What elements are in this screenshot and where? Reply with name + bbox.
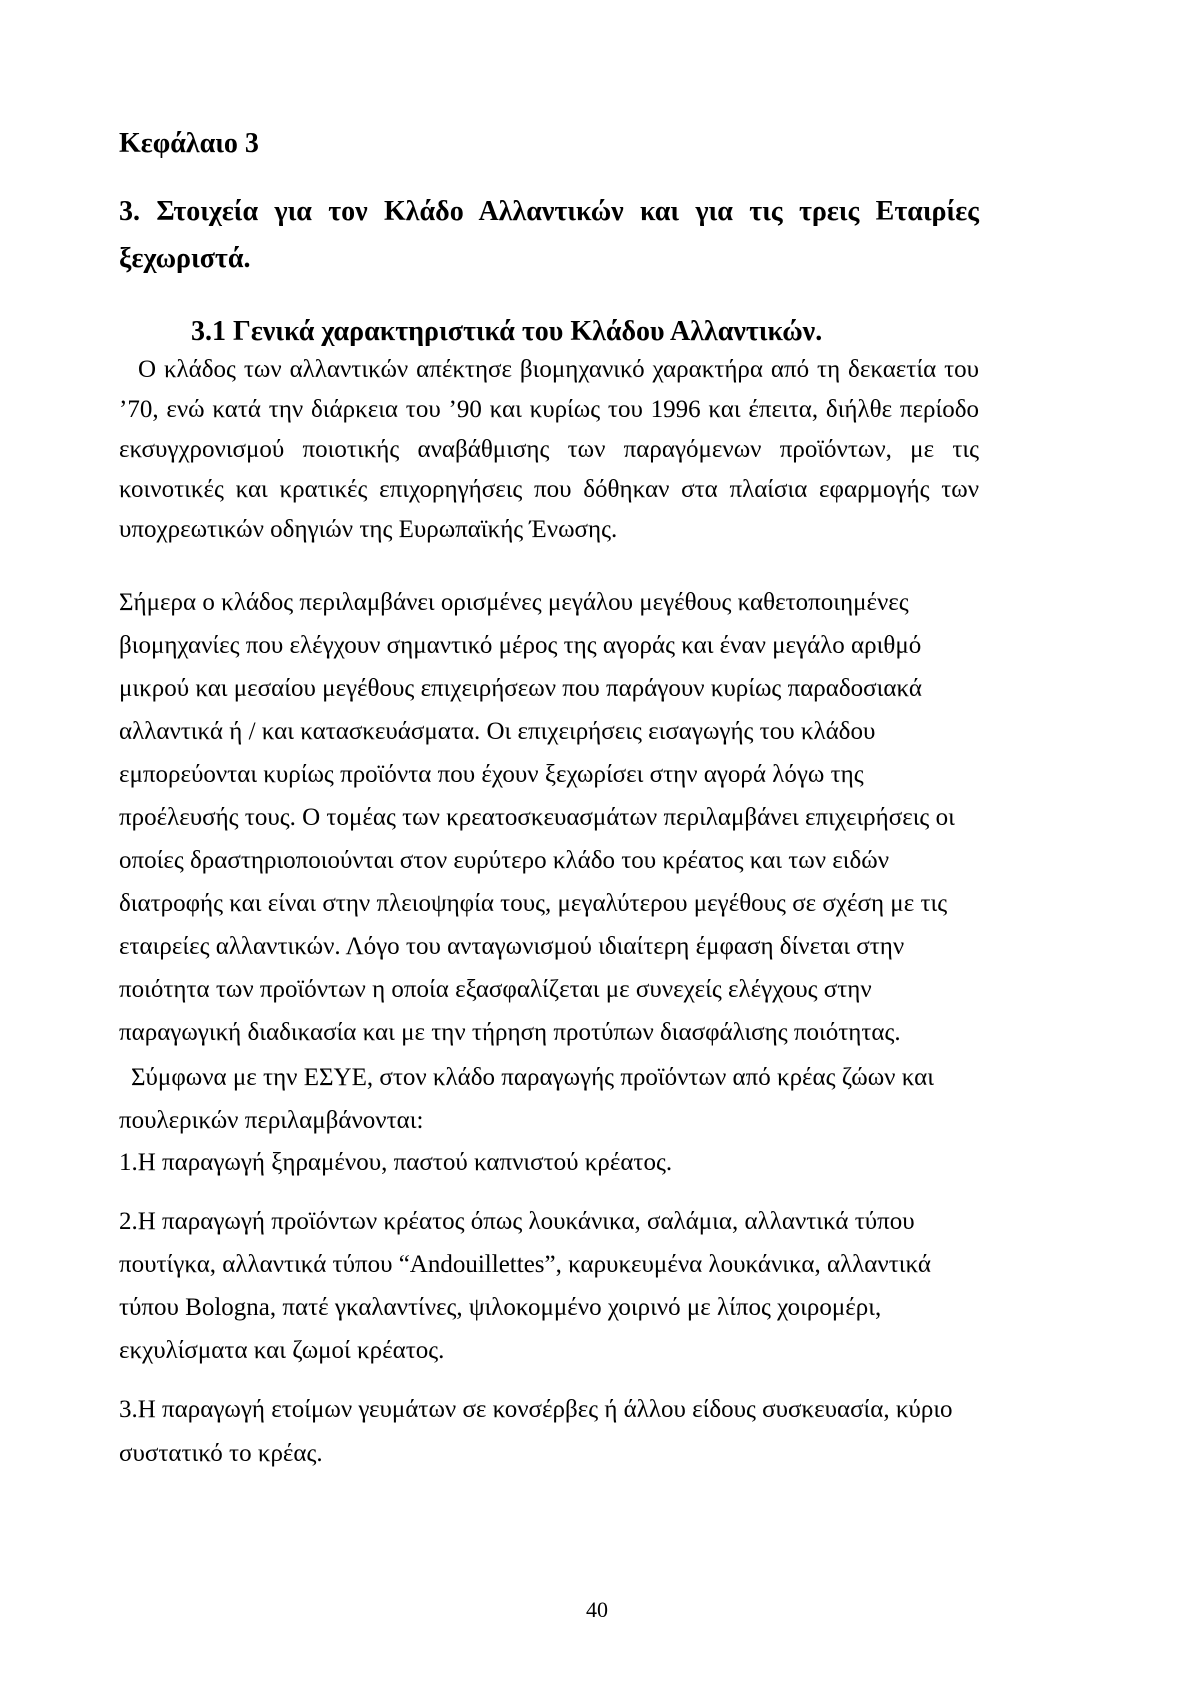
paragraph-line: κοινοτικές και κρατικές επιχορηγήσεις που δόθηκαν στα πλαίσια εφαρμογής των [119, 476, 979, 503]
paragraph-line: ποιότητα των προϊόντων η οποία εξασφαλίζεται με συνεχείς ελέγχους στην [119, 976, 872, 1003]
paragraph-line: προέλευσής τους. Ο τομέας των κρεατοσκευασμάτων περιλαμβάνει επιχειρήσεις οι [119, 804, 955, 831]
paragraph-line: πουλερικών περιλαμβάνονται: [119, 1107, 424, 1134]
paragraph-line: υποχρεωτικών οδηγιών της Ευρωπαϊκής Ένωσης. [119, 516, 618, 543]
list-item-line: τύπου Bologna, πατέ γκαλαντίνες, ψιλοκομμένο χοιρινό με λίπος χοιρομέρι, [119, 1294, 882, 1321]
section-title-line: ξεχωριστά. [119, 243, 251, 274]
paragraph-line: Σύμφωνα με την ΕΣΥΕ, στον κλάδο παραγωγής προϊόντων από κρέας ζώων και [131, 1064, 934, 1091]
page-number: 40 [586, 1597, 608, 1622]
chapter-heading: Κεφάλαιο 3 [119, 128, 259, 159]
paragraph-line: παραγωγική διαδικασία και με την τήρηση προτύπων διασφάλισης ποιότητας. [119, 1019, 901, 1046]
paragraph-line: μικρού και μεσαίου μεγέθους επιχειρήσεων που παράγουν κυρίως παραδοσιακά [119, 675, 922, 702]
paragraph-line: βιομηχανίες που ελέγχουν σημαντικό μέρος της αγοράς και έναν μεγάλο αριθμό [119, 632, 922, 659]
list-item-line: 2.Η παραγωγή προϊόντων κρέατος όπως λουκάνικα, σαλάμια, αλλαντικά τύπου [119, 1208, 915, 1235]
list-item-line: πουτίγκα, αλλαντικά τύπου “Andouillettes”, καρυκευμένα λουκάνικα, αλλαντικά [119, 1251, 931, 1278]
paragraph-line: ’70, ενώ κατά την διάρκεια του ’90 και κυρίως του 1996 και έπειτα, διήλθε περίοδο [119, 396, 979, 423]
paragraph-line: εκσυγχρονισμού ποιοτικής αναβάθμισης των παραγόμενων προϊόντων, με τις [119, 436, 979, 463]
paragraph-line: Σήμερα ο κλάδος περιλαμβάνει ορισμένες μεγάλου μεγέθους καθετοποιημένες [119, 589, 909, 616]
paragraph-line: εταιρείες αλλαντικών. Λόγο του ανταγωνισμού ιδιαίτερη έμφαση δίνεται στην [119, 933, 905, 960]
list-item-line: συστατικό το κρέας. [119, 1440, 323, 1467]
section-title-line: 3. Στοιχεία για τον Κλάδο Αλλαντικών και για τις τρεις Εταιρίες [119, 196, 979, 227]
subsection-title: 3.1 Γενικά χαρακτηριστικά του Κλάδου Αλλαντικών. [191, 316, 823, 347]
list-item-line: 1.Η παραγωγή ξηραμένου, παστού καπνιστού κρέατος. [119, 1149, 673, 1176]
paragraph-line: αλλαντικά ή / και κατασκευάσματα. Οι επιχειρήσεις εισαγωγής του κλάδου [119, 718, 876, 745]
paragraph-line: εμπορεύονται κυρίως προϊόντα που έχουν ξεχωρίσει στην αγορά λόγω της [119, 761, 864, 788]
list-item-line: 3.Η παραγωγή ετοίμων γευμάτων σε κονσέρβες ή άλλου είδους συσκευασία, κύριο [119, 1396, 953, 1423]
paragraph-line: Ο κλάδος των αλλαντικών απέκτησε βιομηχανικό χαρακτήρα από τη δεκαετία του [138, 356, 979, 383]
paragraph-line: οποίες δραστηριοποιούνται στον ευρύτερο κλάδο του κρέατος και των ειδών [119, 847, 890, 874]
list-item-line: εκχυλίσματα και ζωμοί κρέατος. [119, 1337, 445, 1364]
paragraph-line: διατροφής και είναι στην πλειοψηφία τους, μεγαλύτερου μεγέθους σε σχέση με τις [119, 890, 948, 917]
